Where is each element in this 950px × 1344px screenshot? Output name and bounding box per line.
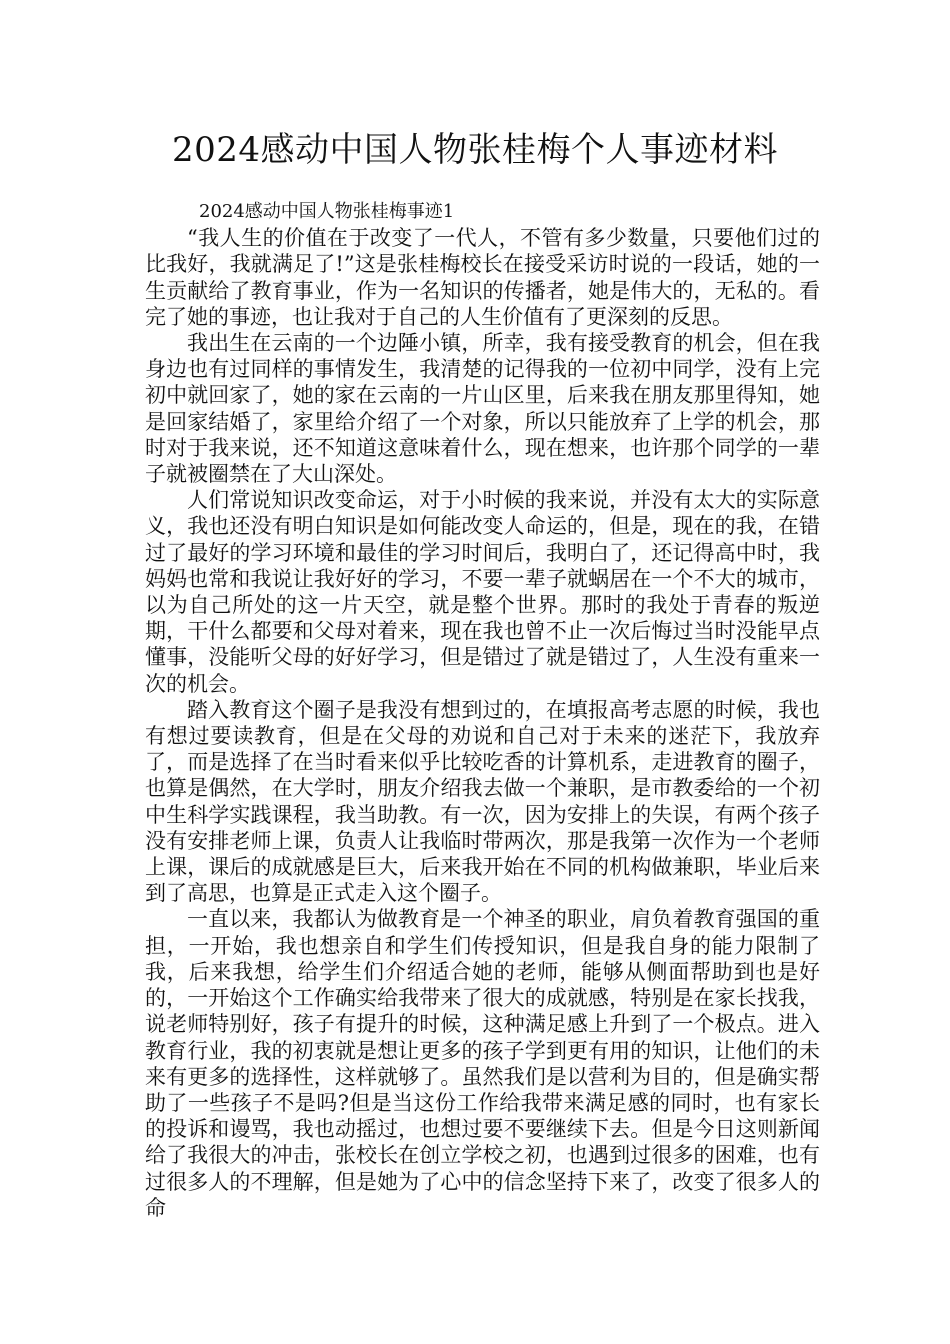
paragraph-1: “我人生的价值在于改变了一代人，不管有多少数量，只要他们过的比我好，我就满足了!”这是张桂梅校长在接受采访时说的一段话，她的一生贡献给了教育事业，作为一名知识的传播者，她是伟大的，无私的。看完了她的事迹，也让我对于自己的人生价值有了更深刻的反思。 (145, 226, 820, 329)
paragraph-4: 踏入教育这个圈子是我没有想到过的，在填报高考志愿的时候，我也有想过要读教育，但是在父母的劝说和自己对于未来的迷茫下，我放弃了，而是选择了在当时看来似乎比较吃香的计算机系，走进教育的圈子，也算是偶然，在大学时，朋友介绍我去做一个兼职，是市教委给的一个初中生科学实践课程，我当助教。有一次，因为安排上的失误，有两个孩子没有安排老师上课，负责人让我临时带两次，那是我第一次作为一个老师上课，课后的成就感是巨大，后来我开始在不同的机构做兼职，毕业后来到了高思，也算是正式走入这个圈子。 (145, 697, 820, 906)
paragraph-5: 一直以来，我都认为做教育是一个神圣的职业，肩负着教育强国的重担，一开始，我也想亲自和学生们传授知识，但是我自身的能力限制了我，后来我想，给学生们介绍适合她的老师，能够从侧面帮助到也是好的，一开始这个工作确实给我带来了很大的成就感，特别是在家长找我，说老师特别好，孩子有提升的时候，这种满足感上升到了一个极点。进入教育行业，我的初衷就是想让更多的孩子学到更有用的知识，让他们的未来有更多的选择性，这样就够了。虽然我们是以营利为目的，但是确实帮助了一些孩子不是吗?但是当这份工作给我带来满足感的同时，也有家长的投诉和谩骂，我也动摇过，也想过要不要继续下去。但是今日这则新闻给了我很大的冲击，张校长在创立学校之初，也遇到过很多的困难，也有过很多人的不理解，但是她为了心中的信念坚持下来了，改变了很多人的命 (145, 907, 820, 1220)
document-title: 2024感动中国人物张桂梅个人事迹材料 (171, 130, 779, 170)
document-body (145, 199, 820, 1234)
paragraph-3: 人们常说知识改变命运，对于小时候的我来说，并没有太大的实际意义，我也还没有明白知识是如何能改变人命运的，但是，现在的我，在错过了最好的学习环境和最佳的学习时间后，我明白了，还记得高中时，我妈妈也常和我说让我好好的学习，不要一辈子就蜗居在一个不大的城市，以为自己所处的这一片天空，就是整个世界。那时的我处于青春的叛逆期，干什么都要和父母对着来，现在我也曾不止一次后悔过当时没能早点懂事，没能听父母的好好学习，但是错过了就是错过了，人生没有重来一次的机会。 (145, 488, 820, 696)
section-subtitle: 2024感动中国人物张桂梅事迹1 (199, 201, 455, 222)
paragraph-2: 我出生在云南的一个边陲小镇，所幸，我有接受教育的机会，但在我身边也有过同样的事情发生，我清楚的记得我的一位初中同学，没有上完初中就回家了，她的家在云南的一片山区里，后来我在朋友那里得知，她是回家结婚了，家里给介绍了一个对象，所以只能放弃了上学的机会，那时对于我来说，还不知道这意味着什么，现在想来，也许那个同学的一辈子就被圈禁在了大山深处。 (145, 331, 820, 487)
